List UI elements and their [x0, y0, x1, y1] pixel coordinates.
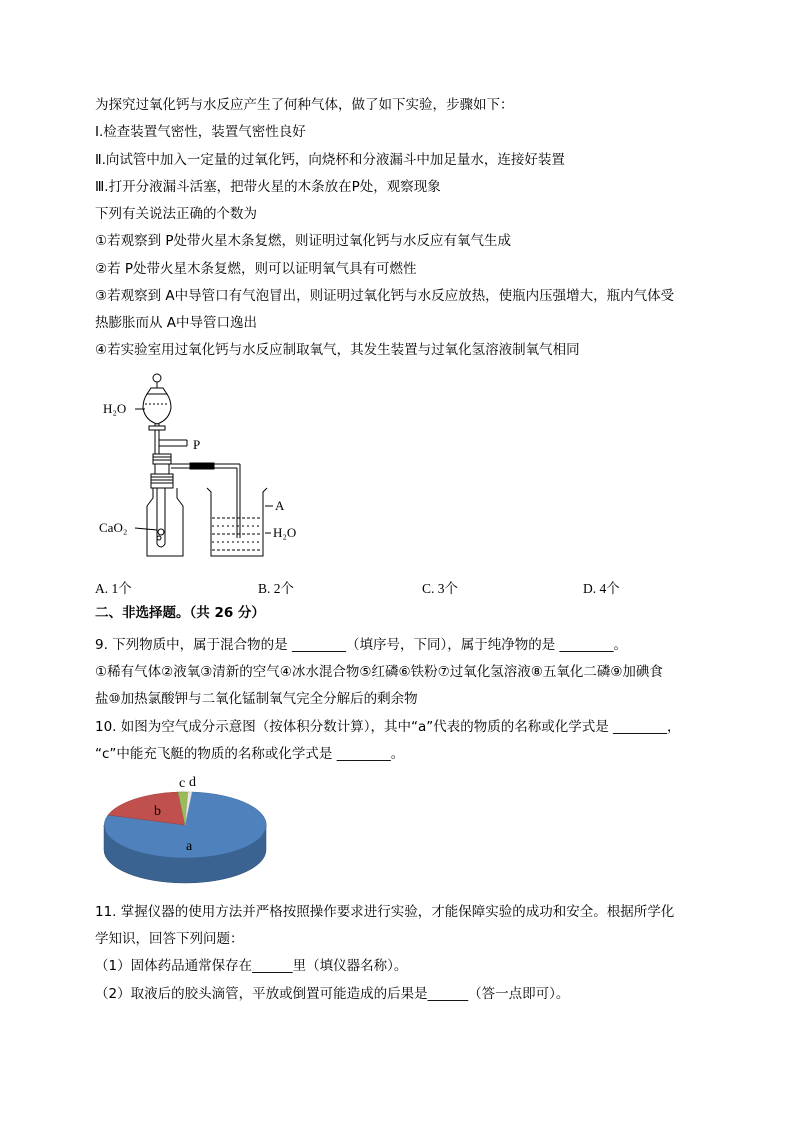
q8-step-1: Ⅰ.检查装置气密性，装置气密性良好 — [95, 124, 306, 140]
apparatus-diagram — [95, 368, 325, 563]
label-cao2: CaO₂ — [99, 520, 128, 535]
q11-part-2: （2）取液后的胶头滴管，平放或倒置可能造成的后果是______（答一点即可）。 — [95, 986, 570, 1002]
pie-label-c: c — [179, 776, 186, 791]
label-water-beaker: H₂O — [273, 525, 297, 540]
pie-label-d: d — [189, 775, 196, 790]
q8-statement-2: ②若 P处带火星木条复燃，则可以证明氧气具有可燃性 — [95, 261, 417, 277]
q9-line-2: ①稀有气体②液氧③清新的空气④冰水混合物⑤红磷⑥铁粉⑦过氧化氢溶液⑧五氧化二磷⑨加碘食 — [95, 664, 663, 680]
label-a: A — [275, 498, 285, 513]
q11-part-1: （1）固体药品通常保存在______里（填仪器名称）。 — [95, 958, 408, 974]
q8-step-2: Ⅱ.向试管中加入一定量的过氧化钙，向烧杯和分液漏斗中加足量水，连接好装置 — [95, 152, 565, 168]
q11-line-2: 学知识，回答下列问题： — [95, 931, 244, 947]
q9-line-3: 盐⑩加热氯酸钾与二氧化锰制氧气完全分解后的剩余物 — [95, 691, 418, 707]
pie-label-b: b — [154, 804, 161, 819]
section-2-heading: 二、非选择题。（共 26 分） — [95, 605, 265, 621]
q10-line-2: “c”中能充飞艇的物质的名称或化学式是 ________。 — [95, 746, 405, 762]
air-composition-pie — [100, 770, 270, 890]
q11-line-1: 11. 掌握仪器的使用方法并严格按照操作要求进行实验，才能保障实验的成功和安全。根据所学化 — [95, 904, 675, 920]
label-water-funnel: H₂O — [103, 401, 127, 416]
funnel-bulb — [143, 394, 171, 424]
q8-intro: 为探究过氧化钙与水反应产生了何种气体，做了如下实验，步骤如下： — [95, 97, 514, 113]
funnel-stopper — [153, 374, 161, 382]
pie-label-a: a — [186, 839, 193, 854]
q8-prompt: 下列有关说法正确的个数为 — [95, 206, 257, 222]
rubber-tube — [190, 463, 214, 469]
q8-statement-4: ④若实验室用过氧化钙与水反应制取氧气，其发生装置与过氧化氢溶液制氧气相同 — [95, 342, 580, 358]
q10-line-1: 10. 如图为空气成分示意图（按体积分数计算），其中“a”代表的物质的名称或化学式是 ________， — [95, 719, 681, 735]
option-a: A. 1个 — [95, 581, 132, 596]
q8-statement-3-line-2: 热膨胀而从 A中导管口逸出 — [95, 315, 258, 331]
option-c: C. 3个 — [422, 581, 459, 596]
q8-statement-3-line-1: ③若观察到 A中导管口有气泡冒出，则证明过氧化钙与水反应放热，使瓶内压强增大，瓶内气体受 — [95, 288, 675, 304]
q8-statement-1: ①若观察到 P处带火星木条复燃，则证明过氧化钙与水反应有氧气生成 — [95, 233, 512, 249]
q8-step-3: Ⅲ.打开分液漏斗活塞，把带火星的木条放在P处，观察现象 — [95, 179, 441, 195]
option-b: B. 2个 — [258, 581, 295, 596]
q9-line-1: 9. 下列物质中，属于混合物的是 ________（填序号，下同），属于纯净物的是 ________。 — [95, 637, 628, 653]
option-d: D. 4个 — [583, 581, 620, 596]
funnel-stopcock — [149, 426, 165, 430]
label-p: P — [193, 437, 201, 452]
